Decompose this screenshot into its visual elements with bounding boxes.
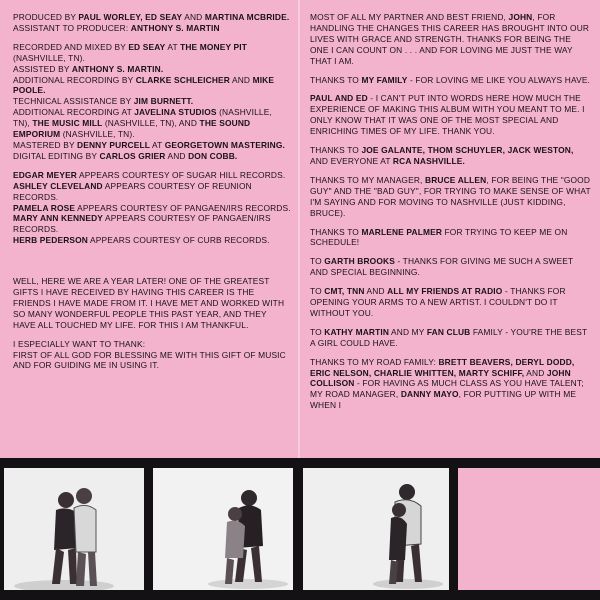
thanks-text: TO (310, 326, 325, 337)
credit-text: PRODUCED BY (13, 12, 79, 22)
thanks-text: - THANKS FOR GIVING ME SUCH A SWEET AND SPECIAL BEGINNING. (310, 256, 574, 278)
courtesy-name: EDGAR MEYER (13, 169, 78, 180)
credit-text: ASSISTANT TO PRODUCER: (13, 22, 131, 33)
courtesy-text: APPEARS COURTESY OF REUNION RECORDS. (13, 180, 252, 202)
credit-name: ED SEAY (128, 41, 166, 52)
credit-text: TECHNICAL ASSISTANCE BY (13, 96, 134, 107)
courtesy-name: PAMELA ROSE (13, 202, 76, 213)
pink-page-edge (458, 468, 600, 590)
thank-god-paragraph: FIRST OF ALL GOD FOR BLESSING ME WITH THIS GIFT OF MUSIC AND FOR GUIDING ME IN USING IT. (13, 349, 286, 371)
thanks-text: AND (524, 367, 547, 378)
thanks-radio (310, 286, 592, 319)
thanks-name: KATHY MARTIN (324, 326, 390, 337)
courtesy-name: HERB PEDERSON (13, 235, 89, 246)
credit-text: MASTERED BY (13, 139, 78, 150)
courtesy-text: APPEARS COURTESY OF CURB RECORDS. (88, 235, 270, 246)
credit-name: GEORGETOWN MASTERING. (164, 139, 285, 150)
thanks-name: JOHN (508, 12, 533, 22)
credit-name: THE SOUND EMPORIUM (13, 118, 251, 140)
credit-name: ANTHONY S. MARTIN (130, 22, 220, 33)
thanks-text: - I CAN'T PUT INTO WORDS HERE HOW MUCH THE EXPERIENCE OF MAKING THIS ALBUM WITH YOU MEANT TO ME. I ONLY KNOW THAT IT WAS ONE OF THE MOST SPECIAL AND ENRICHING TIMES OF MY LIFE. THANK YOU. (310, 93, 585, 137)
thanks-fan-club (310, 327, 592, 349)
credit-name: JIM BURNETT. (133, 96, 194, 107)
credit-text: (NASHVILLE, TN), AND (102, 118, 200, 129)
thanks-text: THANKS TO MY MANAGER, (310, 174, 425, 185)
credit-text: (NASHVILLE, TN). (13, 52, 86, 63)
credit-text: AND (165, 150, 189, 161)
credit-text: AND (229, 74, 253, 85)
couple-photo-graphic (153, 468, 293, 590)
thanks-manager (310, 175, 592, 219)
credit-text: ASSISTED BY (13, 63, 72, 74)
thanks-text: THANKS TO (310, 74, 362, 85)
photo-couple-3 (303, 468, 449, 590)
credit-text: DIGITAL EDITING BY (13, 150, 100, 161)
recording-credits (13, 42, 291, 162)
couple-photo-graphic (303, 468, 449, 590)
thanks-text: AND (364, 286, 388, 297)
photo-filmstrip (0, 458, 600, 600)
thanks-name: JOHN COLLISON (310, 367, 571, 389)
credit-name: THE MONEY PIT (180, 41, 248, 52)
credit-text: RECORDED AND MIXED BY (13, 41, 129, 52)
intro-paragraph: WELL, HERE WE ARE A YEAR LATER! ONE OF THE GREATEST GIFTS I HAVE RECEIVED BY HAVING THIS CAREER IS THE FRIENDS I HAVE MADE FROM IT. I HAVE MET AND WORKED WITH SO MANY WONDERFUL PEOPLE THIS PAST YEAR, AND THEY HAVE ALL TOUCHED MY LIFE. FOR THIS I AM THANKFUL. (13, 276, 285, 330)
thanks-name: GARTH BROOKS (324, 256, 395, 267)
credit-text: ADDITIONAL RECORDING AT (13, 107, 135, 118)
thanks-name: DANNY MAYO (400, 389, 459, 400)
thanks-text: - FOR HAVING AS MUCH CLASS AS YOU HAVE TALENT; MY ROAD MANAGER, (310, 378, 584, 400)
thanks-name: BRUCE ALLEN (425, 174, 487, 185)
thanks-text: AND EVERYONE AT (310, 155, 393, 166)
credit-name: MARTINA MCBRIDE. (204, 12, 290, 22)
thanks-text: AND MY (389, 326, 427, 337)
credit-text: AT (150, 139, 165, 150)
credit-name: ANTHONY S. MARTIN. (71, 63, 164, 74)
thanks-family (310, 75, 592, 86)
courtesy-text: APPEARS COURTESY OF SUGAR HILL RECORDS. (77, 169, 286, 180)
credit-text: ADDITIONAL RECORDING BY (13, 74, 136, 85)
thanks-text: FAMILY - YOU'RE THE BEST A GIRL COULD HAVE. (310, 326, 588, 348)
thanks-text: TO (310, 286, 325, 297)
credit-name: DENNY PURCELL (77, 139, 151, 150)
left-column (13, 12, 291, 379)
courtesy-name: ASHLEY CLEVELAND (13, 180, 103, 191)
courtesy-text: APPEARS COURTESY OF PANGAEN/IRS RECORDS. (13, 213, 271, 235)
thanks-name: MARLENE PALMER (361, 226, 443, 237)
thanks-text: , FOR BEING THE "GOOD GUY" AND THE "BAD GUY", FOR TRYING TO MAKE SENSE OF WHAT I'M SAYING AND FOR MOVING TO NASHVILLE (JUST KIDDING, BRUCE). (310, 174, 591, 218)
thanks-name: BRETT BEAVERS, DERYL DODD, ERIC NELSON, CHARLIE WHITTEN, MARTY SCHIFF, (310, 356, 575, 378)
thanks-road-family (310, 357, 592, 412)
thanks-text: THANKS TO MY ROAD FAMILY: (310, 356, 439, 367)
thanks-name: MY FAMILY (361, 74, 408, 85)
thanks-name: RCA NASHVILLE. (392, 155, 465, 166)
photo-couple-2 (153, 468, 293, 590)
producer-credits (13, 12, 291, 34)
credit-name: MIKE POOLE. (13, 74, 275, 96)
thanks-garth (310, 256, 592, 278)
credit-name: CLARKE SCHLEICHER (135, 74, 230, 85)
couple-photo-graphic (4, 468, 144, 590)
thanks-name: JOE GALANTE, THOM SCHUYLER, JACK WESTON, (361, 145, 574, 156)
thanks-text: , FOR HANDLING THE CHANGES THIS CAREER HAS BROUGHT INTO OUR LIVES WITH GRACE AND STRENGTH. THANKS FOR BEING THE ONE I CAN COUNT ON . . . AND FOR LOVING ME JUST THE WAY THAT I AM. (310, 12, 590, 66)
credit-name: PAUL WORLEY, ED SEAY (78, 12, 183, 22)
thanks-rca (310, 145, 592, 167)
thanks-text: , FOR PUTTING UP WITH ME WHEN I (310, 389, 577, 411)
thanks-name: CMT, TNN (324, 286, 365, 297)
column-divider (298, 0, 300, 472)
thanks-text: THANKS TO (310, 226, 362, 237)
thanks-marlene (310, 227, 592, 249)
credit-name: CARLOS GRIER (99, 150, 166, 161)
courtesy-name: MARY ANN KENNEDY (13, 213, 104, 224)
thanks-paul-ed (310, 93, 592, 137)
credit-text: AT (165, 41, 181, 52)
thanks-john (310, 12, 592, 67)
thanks-name: PAUL AND ED (310, 93, 368, 104)
credit-name: DON COBB. (188, 150, 238, 161)
photo-couple-1 (4, 468, 144, 590)
credit-name: THE MUSIC MILL (32, 118, 103, 129)
credit-text: (NASHVILLE, TN). (60, 129, 135, 140)
thanks-text: TO (310, 256, 325, 267)
credit-name: JAVELINA STUDIOS (134, 107, 217, 118)
thanks-text: THANKS TO (310, 145, 362, 156)
credit-text: (NASHVILLE, TN), (13, 107, 272, 129)
right-column (310, 12, 592, 419)
thanks-text: - THANKS FOR OPENING YOUR ARMS TO A NEW ARTIST. I COULDN'T DO IT WITHOUT YOU. (310, 286, 566, 318)
thanks-name: FAN CLUB (426, 326, 471, 337)
thanks-text: MOST OF ALL MY PARTNER AND BEST FRIEND, (310, 12, 509, 22)
thanks-text: FOR TRYING TO KEEP ME ON SCHEDULE! (310, 226, 568, 248)
courtesy-text: APPEARS COURTESY OF PANGAEN/IRS RECORDS. (75, 202, 291, 213)
thanks-text: - FOR LOVING ME LIKE YOU ALWAYS HAVE. (407, 74, 591, 85)
thank-intro: I ESPECIALLY WANT TO THANK: (13, 338, 146, 349)
courtesy-credits (13, 170, 291, 246)
credit-text: AND (182, 12, 205, 22)
thanks-name: ALL MY FRIENDS AT RADIO (387, 286, 503, 297)
